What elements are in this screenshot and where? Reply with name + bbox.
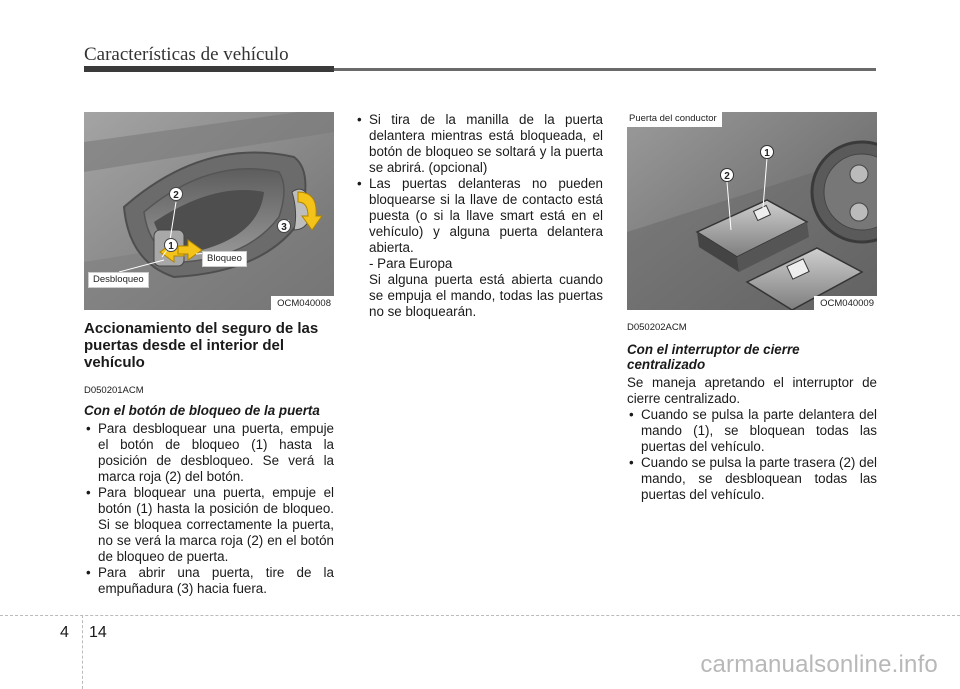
driver-door-label: Puerta del conductor <box>627 112 722 127</box>
page-section-number: 4 <box>60 624 69 641</box>
list-item: • Las puertas delanteras no pueden bloquearse si la llave de contacto está puesta (o si la llave smart está en el vehículo) y alguna puerta delantera abierta. <box>355 176 603 256</box>
left-column <box>84 112 334 597</box>
door-handle-figure <box>84 112 334 310</box>
list-item: • Cuando se pulsa la parte delantera del mando (1), se bloquean todas las puertas del vehículo. <box>627 407 877 455</box>
notes-list <box>355 112 603 256</box>
intro-text: Se maneja apretando el interruptor de cierre centralizado. <box>627 375 877 406</box>
section-title: Accionamiento del seguro de las puertas desde el interior del vehículo <box>84 320 319 371</box>
unlock-label: Desbloqueo <box>88 272 149 288</box>
list-item: • Para bloquear una puerta, empuje el botón (1) hasta la posición de bloqueo. Si se bloquea correctamente la puerta, no se verá la marca roja (2) en el botón de bloqueo de puerta. <box>84 485 334 565</box>
page-header-title: Características de vehículo <box>84 44 289 65</box>
marker-1: 1 <box>168 241 174 252</box>
list-item: • Para abrir una puerta, tire de la empuñadura (3) hacia fuera. <box>84 565 334 597</box>
header-rule-light <box>334 68 876 71</box>
subsection-title: Con el botón de bloqueo de la puerta <box>84 403 320 418</box>
watermark: carmanualsonline.info <box>700 651 938 678</box>
section-code: D050201ACM <box>84 385 144 396</box>
middle-column <box>355 112 603 320</box>
lock-label: Bloqueo <box>202 251 247 267</box>
list-item: • Para desbloquear una puerta, empuje el botón de bloqueo (1) hasta la posición de desbloqueo. Se verá la marca roja (2) del botón. <box>84 421 334 485</box>
door-switch-figure <box>627 112 877 310</box>
marker-3: 3 <box>281 222 287 233</box>
footer-divider <box>82 615 83 689</box>
marker-2: 2 <box>173 190 179 201</box>
section-code: D050202ACM <box>627 322 687 333</box>
switch-list <box>627 407 877 503</box>
europe-text: Si alguna puerta está abierta cuando se empuja el mando, todas las puertas no se bloquearán. <box>369 272 603 319</box>
figure-code: OCM040009 <box>814 296 877 310</box>
door-switch-illustration <box>627 112 877 310</box>
header-rule-dark <box>84 66 334 72</box>
subsection-title: Con el interruptor de cierre centralizado <box>627 342 800 372</box>
page-number: 14 <box>89 624 107 641</box>
europe-label: - Para Europa <box>369 256 453 271</box>
right-column <box>627 112 877 503</box>
list-item: • Cuando se pulsa la parte trasera (2) del mando, se desbloquean todas las puertas del vehículo. <box>627 455 877 503</box>
marker-1: 1 <box>764 148 770 159</box>
list-item: • Si tira de la manilla de la puerta delantera mientras está bloqueada, el botón de bloqueo se soltará y la puerta se abrirá. (opcional) <box>355 112 603 176</box>
instructions-list <box>84 421 334 597</box>
footer-rule <box>0 615 960 616</box>
figure-code: OCM040008 <box>271 296 334 310</box>
marker-2: 2 <box>724 171 730 182</box>
